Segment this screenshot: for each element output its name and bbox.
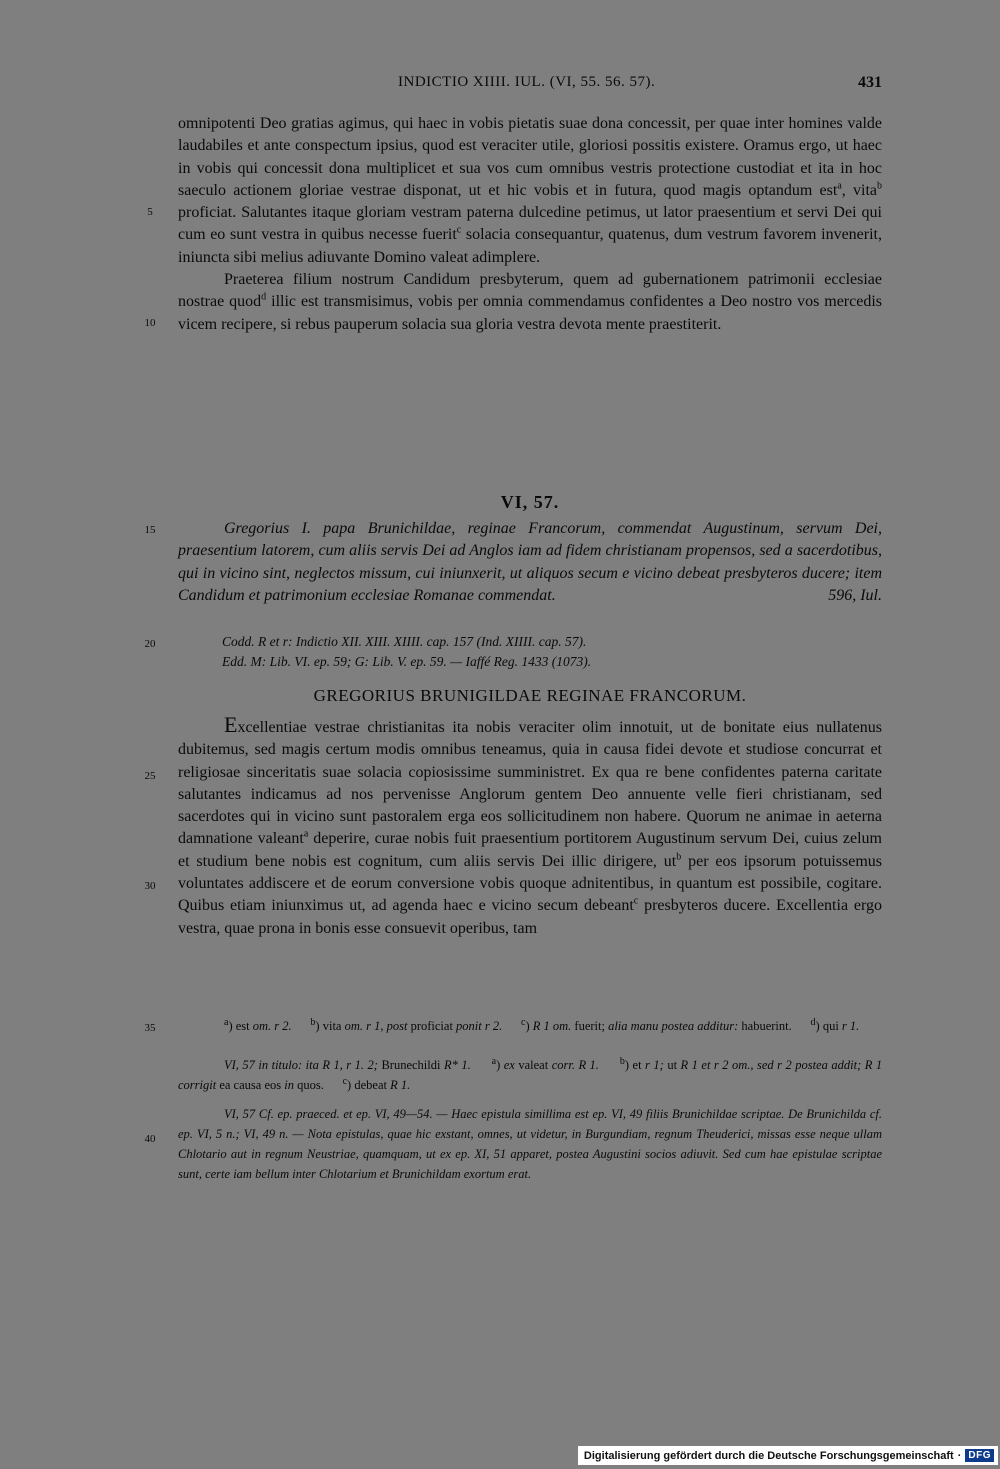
letter-body (178, 714, 882, 940)
page-number: 431 (858, 74, 882, 91)
footnote-block-2: VI, 57 in titulo: ita R 1, r 1. 2; Brunechildi R* 1. $^a$) ex valeat corr. R 1. $^b$) et r 1; ut R 1 et r 2 om., sed r 2 postea addit; R 1 corrigit ea causa eos in quos. $^c$) debeat R 1. (178, 1055, 883, 1092)
codices-line: Codd. R et r: Indictio XII. XIII. XIIII. cap. 157 (Ind. XIIII. cap. 57). (222, 634, 587, 649)
line-number-15: 15 (144, 524, 156, 536)
line-number-30: 30 (144, 880, 156, 892)
initial-letter: E (224, 712, 238, 737)
line-number-20: 20 (144, 638, 156, 650)
line-number-10: 10 (144, 317, 156, 329)
footnote-block-1: $^a$) est om. r 2. $^b$) vita om. r 1, post proficiat ponit r 2. $^c$) R 1 om. fuerit; alia manu postea additur: habuerint. $^d$) qui r 1. (224, 1016, 860, 1033)
letter-number: VI, 57. (500, 492, 560, 512)
paragraph: Praeterea filium nostrum Candidum presbyterum, quem ad gubernationem patrimonii ecclesiae nostrae quod$^d$ illic est transmisimus, vobis per omnia commendamus confidentes a Deo nostro vos mercedis vicem recipere, si rebus pauperum solacia sua gloria vestra devota mente praestiterit. (178, 271, 883, 333)
sources (222, 632, 882, 672)
running-head: INDICTIO XIIII. IUL. (VI, 55. 56. 57). (398, 74, 656, 90)
previous-letter-text (178, 113, 882, 336)
line-number-35: 35 (144, 1022, 156, 1034)
dfg-logo-icon: DFG (965, 1449, 994, 1462)
line-number-25: 25 (144, 770, 156, 782)
line-number-5: 5 (147, 206, 153, 218)
editions-line: Edd. M: Lib. VI. ep. 59; G: Lib. V. ep. 59. — Iaffé Reg. 1433 (1073). (222, 654, 592, 669)
letter-address: GREGORIUS BRUNIGILDAE REGINAE FRANCORUM. (313, 686, 747, 705)
line-number-40: 40 (144, 1133, 156, 1145)
paragraph: omnipotenti Deo gratias agimus, qui haec in vobis pietatis suae dona concessit, per quae inter homines valde laudabiles et ante conspectum ipsius, quod est veraciter utile, gloriosi possitis existere. Oramus ergo, ut haec in vobis qui concessit dona multiplicet et sua vos cum omnibus vestris protectione custodiat et ita in hoc saeculo actionem gloriae vestrae disponat, ut et hic vobis et in futura, quod magis optandum est$^a$, vita$^b$ proficiat. Salutantes itaque gloriam vestram paterna dulcedine petimus, ut lator praesentium et servi Dei qui cum eo sunt vestra in quibus necesse fuerit$^c$ solacia consequantur, quatenus, dum vestrum favorem invenerit, iniuncta sibi melius adiuvante Domino valeat adimplere. (178, 115, 882, 266)
dfg-funding-banner[interactable]: Digitalisierung gefördert durch die Deutsche Forschungsgemeinschaft · DFG (578, 1446, 998, 1465)
page-header (178, 74, 882, 98)
letter-regest: Gregorius I. papa Brunichildae, reginae Francorum, commendat Augustinum, servum Dei, praesentium latorem, cum aliis servis Dei ad Anglos iam ad fidem christianam propensos, sed a sacerdotibus, qui in vicino sint, neglectos missum, cui iniunxerit, ut aliquos secum e vicino debeat presbyteros ducere; item Candidum et patrimonium ecclesiae Romanae commendat. 596, Iul. (178, 518, 882, 607)
paragraph: Excellentiae vestrae christianitas ita nobis veraciter olim innotuit, ut de bonitate eius nullatenus dubitemus, sed magis certum modis omnibus teneamus, quia in causa fidei devote et studiose concurrat et religiosae sinceritatis suae solacia copiosissime sumministret. Ex qua re bene confidentes paterna caritate salutantes indicamus ad nos pervenisse Anglorum gentem Deo annuente velle fieri christianam, sed sacerdotes qui in vicino sunt pastoralem erga eos sollicitudinem non habere. Quorum ne animae in aeterna damnatione valeant$^a$ deperire, curae nobis fuit praesentium portitorem Augustinum servum Dei, cuius zelum et studium bene nobis est cognitum, cum aliis servis Dei illic dirigere, $ut^b$ per eos ipsorum potuissemus voluntates addiscere et de eorum conversione vobis quoque adnitentibus, in quantum est possibile, cogitare. Quibus etiam iniunximus ut, ad agenda haec e vicino secum debeant$^c$ presbyteros ducere. Excellentia ergo vestra, quae prona in bonis esse consuevit operibus, tam (178, 712, 883, 937)
banner-text: Digitalisierung gefördert durch die Deutsche Forschungsgemeinschaft (583, 1449, 954, 1462)
letter-date: 596, Iul. (828, 586, 882, 604)
commentary-note: VI, 57 Cf. ep. praeced. et ep. VI, 49—54. — Haec epistula simillima est ep. VI, 49 filiis Brunichildae scriptae. De Brunichilda cf. ep. VI, 5 n.; VI, 49 n. — Nota epistulas, quae hic exstant, omnes, ut videtur, in Burgundiam, regnum Theuderici, missas esse neque ullam Chlotario aut in regnum Neustriae, quamquam, ut ex ep. XI, 51 apparet, postea Augustini socios adiuvit. Sed cum hae epistulae scriptae sunt, certe iam bellum inter Chlotarium et Brunichildam exortum erat. (178, 1107, 882, 1181)
